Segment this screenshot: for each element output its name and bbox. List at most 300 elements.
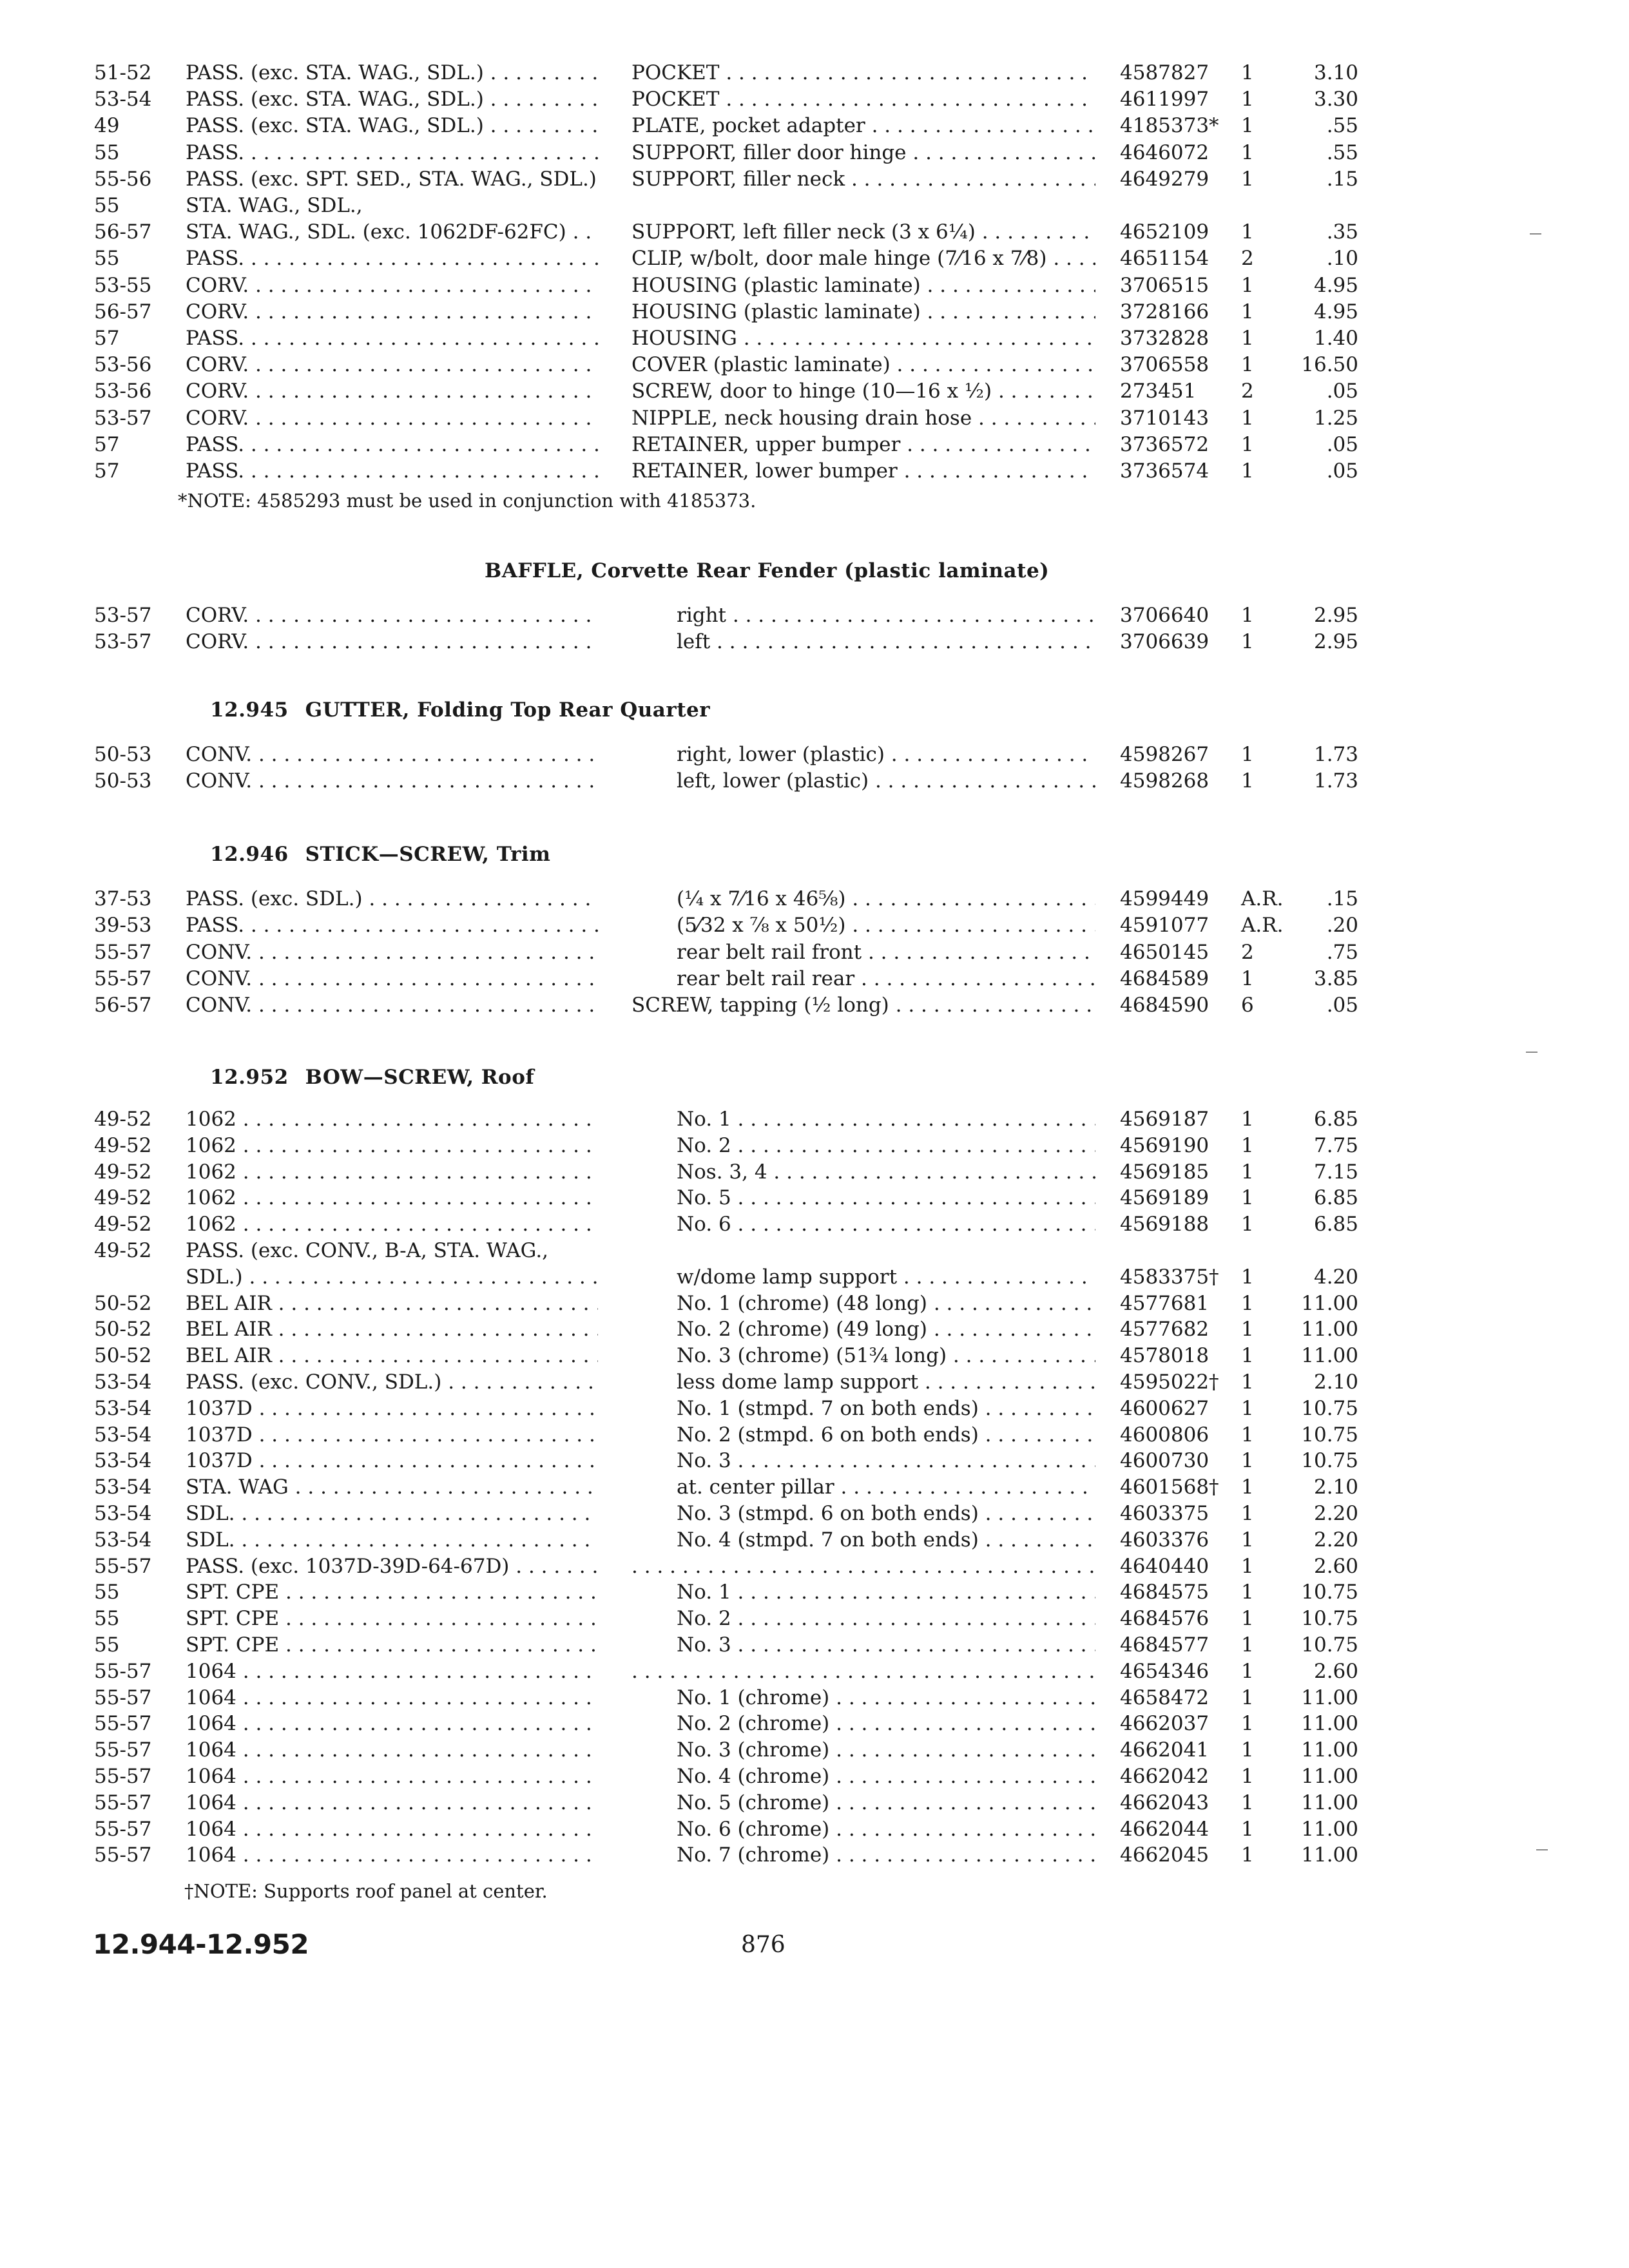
price-cell: 6.85 [1313,1186,1358,1210]
description-cell: No. 1 (chrome) (48 long) . . . [677,1290,1095,1317]
price-cell: 10.75 [1301,1607,1358,1631]
part-number-cell: 4591077 [1120,914,1210,937]
model-year-cell: 55-57 [94,1843,152,1867]
parts-row [0,1763,1629,1790]
model-year-cell: 55-57 [94,1659,152,1683]
price-cell: .05 [1326,994,1358,1017]
quantity-cell: 1 [1241,769,1254,793]
part-number-cell: 3736572 [1120,432,1210,456]
model-cell: STA. WAG., SDL. (exc. 1062DF-62FC) . . . [186,218,598,245]
quantity-cell: 1 [1241,1344,1254,1368]
model-year-cell: 49-52 [94,1239,152,1262]
model-cell: SPT. CPE . . . [186,1631,598,1658]
quantity-cell: 1 [1241,1712,1254,1736]
parts-row [0,431,1629,458]
model-year-cell: 57 [94,432,120,456]
model-cell: SPT. CPE . . . [186,1605,598,1632]
model-cell: PASS. . . . [186,912,598,939]
model-cell: PASS. (exc. STA. WAG., SDL.) . . . [186,59,598,86]
section-title: STICK—SCREW, Trim [305,843,551,866]
description-cell: SCREW, door to hinge (10—16 x ½) . . . [631,378,1095,405]
price-cell: 2.10 [1313,1475,1358,1499]
price-cell: .55 [1326,114,1358,138]
parts-row [0,139,1629,166]
part-number-cell: 4599449 [1120,887,1210,910]
description-cell: No. 5 . . . [677,1184,1095,1211]
quantity-cell: 1 [1241,630,1254,653]
footnote-asterisk: *NOTE: 4585293 must be used in conjunction with 4185373. [178,490,757,512]
price-cell: .10 [1326,247,1358,271]
description-cell: No. 6 (chrome) . . . [677,1816,1095,1843]
model-year-cell: 49-52 [94,1213,152,1236]
part-number-cell: 4662043 [1120,1791,1210,1814]
quantity-cell: 1 [1241,1370,1254,1394]
model-cell: PASS. (exc. SPT. SED., STA. WAG., SDL.) . . . [186,166,598,193]
part-number-cell: 273451 [1120,380,1197,403]
part-number-cell: 4603376 [1120,1528,1210,1552]
part-number-cell: 4569185 [1120,1160,1210,1184]
part-number-cell: 3728166 [1120,300,1210,323]
model-year-cell: 53-54 [94,1528,152,1552]
description-cell: No. 4 (stmpd. 7 on both ends) . . . [677,1526,1095,1553]
model-year-cell: 55-57 [94,1712,152,1736]
model-cell: CONV. . . . [186,992,598,1019]
quantity-cell: 1 [1241,88,1254,111]
parts-row [0,1710,1629,1737]
description-cell: RETAINER, lower bumper . . . [631,457,1095,485]
model-year-cell: 55 [94,1607,120,1631]
quantity-cell: 1 [1241,743,1254,766]
price-cell: .15 [1326,887,1358,910]
model-cell: PASS. (exc. 1037D-39D-64-67D) . . . [186,1553,598,1580]
model-year-cell: 56-57 [94,994,152,1017]
part-number-cell: 3706515 [1120,273,1210,297]
quantity-cell: 1 [1241,459,1254,483]
description-cell: HOUSING (plastic laminate) . . . [631,298,1095,325]
description-cell: No. 1 (chrome) . . . [677,1684,1095,1711]
parts-row [0,1816,1629,1843]
model-cell: PASS. . . . [186,245,598,272]
description-cell: SUPPORT, filler door hinge . . . [631,139,1095,166]
model-year-cell: 49 [94,114,120,138]
part-number-cell: 3710143 [1120,406,1210,430]
parts-row [0,1447,1629,1474]
footer-section-range: 12.944-12.952 [93,1928,309,1960]
price-cell: 4.95 [1313,273,1358,297]
description-cell: No. 5 (chrome) . . . [677,1789,1095,1816]
price-cell: 11.00 [1301,1686,1358,1709]
part-number-cell: 4569190 [1120,1133,1210,1157]
parts-row [0,628,1629,655]
quantity-cell: 1 [1241,1607,1254,1631]
parts-row [0,965,1629,992]
quantity-cell: 1 [1241,1449,1254,1473]
section-heading-stick-screw [210,841,550,867]
model-year-cell: 50-52 [94,1318,152,1341]
description-cell: right, lower (plastic) . . . [677,741,1095,768]
parts-row [0,939,1629,966]
quantity-cell: 2 [1241,380,1254,403]
price-cell: 11.00 [1301,1817,1358,1841]
model-year-cell: 37-53 [94,887,152,910]
model-cell: SDL. . . . [186,1500,598,1527]
quantity-cell: 1 [1241,353,1254,377]
description-cell: COVER (plastic laminate) . . . [631,351,1095,378]
model-cell: CORV. . . . [186,628,598,655]
description-cell: No. 3 (stmpd. 6 on both ends) . . . [677,1500,1095,1527]
part-number-cell: 3706639 [1120,630,1210,653]
quantity-cell: 1 [1241,406,1254,430]
parts-row [0,912,1629,939]
parts-row [0,1106,1629,1133]
description-cell: (¼ x 7⁄16 x 46⅝) . . . [677,885,1095,912]
quantity-cell: 2 [1241,940,1254,964]
model-year-cell: 51-52 [94,61,152,84]
model-year-cell: 55-57 [94,1686,152,1709]
model-cell: 1062 . . . [186,1211,598,1238]
parts-row [0,767,1629,794]
part-number-cell: 4583375† [1120,1265,1219,1289]
price-cell: 6.85 [1313,1108,1358,1131]
model-year-cell: 53-54 [94,1449,152,1473]
part-number-cell: 3732828 [1120,327,1210,350]
part-number-cell: 4185373* [1120,114,1219,138]
model-cell: PASS. (exc. CONV., B-A, STA. WAG., [186,1239,549,1262]
model-year-cell: 53-56 [94,353,152,377]
model-cell: 1062 . . . [186,1184,598,1211]
part-number-cell: 4662044 [1120,1817,1210,1841]
model-year-cell: 55-57 [94,1817,152,1841]
price-cell: 11.00 [1301,1344,1358,1368]
model-cell: STA. WAG., SDL., [186,194,363,217]
description-cell: No. 2 (chrome) . . . [677,1710,1095,1737]
part-number-cell: 4662042 [1120,1765,1210,1788]
description-cell: Nos. 3, 4 . . . [677,1158,1095,1186]
price-cell: 7.75 [1313,1133,1358,1157]
quantity-cell: 1 [1241,1160,1254,1184]
quantity-cell: 1 [1241,1186,1254,1210]
parts-row [0,325,1629,352]
model-year-cell: 57 [94,459,120,483]
model-cell: PASS. . . . [186,431,598,458]
description-cell: POCKET . . . [631,86,1095,113]
price-cell: 10.75 [1301,1449,1358,1473]
price-cell: 4.95 [1313,300,1358,323]
description-cell: RETAINER, upper bumper . . . [631,431,1095,458]
part-number-cell: 3736574 [1120,459,1210,483]
part-number-cell: 4569189 [1120,1186,1210,1210]
model-year-cell: 55-57 [94,966,152,990]
parts-row [0,1526,1629,1553]
quantity-cell: 1 [1241,1554,1254,1578]
model-year-cell: 53-55 [94,273,152,297]
description-cell: left, lower (plastic) . . . [677,767,1095,794]
model-cell: 1064 . . . [186,1658,598,1685]
price-cell: 11.00 [1301,1791,1358,1814]
parts-row [0,1789,1629,1816]
section-title: GUTTER, Folding Top Rear Quarter [305,698,711,722]
part-number-cell: 4651154 [1120,247,1210,271]
price-cell: .20 [1326,914,1358,937]
model-cell: CORV. . . . [186,351,598,378]
model-year-cell: 55 [94,1633,120,1657]
model-year-cell: 49-52 [94,1133,152,1157]
parts-row [0,1474,1629,1501]
price-cell: 1.40 [1313,327,1358,350]
model-cell: CONV. . . . [186,939,598,966]
parts-row [0,457,1629,485]
description-cell: No. 1 . . . [677,1106,1095,1133]
part-number-cell: 4577682 [1120,1318,1210,1341]
model-year-cell: 56-57 [94,300,152,323]
parts-row [0,1369,1629,1396]
price-cell: 3.10 [1313,61,1358,84]
model-cell: 1062 . . . [186,1132,598,1159]
part-number-cell: 4684575 [1120,1581,1210,1604]
part-number-cell: 4646072 [1120,140,1210,164]
model-year-cell: 53-57 [94,406,152,430]
model-cell: CORV. . . . [186,298,598,325]
model-cell: 1064 . . . [186,1816,598,1843]
model-year-cell: 55 [94,247,120,271]
description-cell: SUPPORT, left filler neck (3 x 6¼) . . . [631,218,1095,245]
part-number-cell: 4654346 [1120,1659,1210,1683]
parts-row [0,1736,1629,1763]
model-cell: 1064 . . . [186,1763,598,1790]
quantity-cell: 1 [1241,1213,1254,1236]
parts-row [0,1132,1629,1159]
parts-row [0,1290,1629,1317]
price-cell: .75 [1326,940,1358,964]
parts-row [0,602,1629,629]
model-year-cell: 53-54 [94,88,152,111]
quantity-cell: 1 [1241,1108,1254,1131]
part-number-cell: 4649279 [1120,167,1210,191]
section-heading-baffle [485,558,1049,584]
price-cell: 2.95 [1313,604,1358,627]
parts-row [0,59,1629,86]
description-cell: less dome lamp support . . . [677,1369,1095,1396]
parts-row [0,1184,1629,1211]
description-cell: rear belt rail rear . . . [677,965,1095,992]
parts-row [0,1421,1629,1448]
quantity-cell: 1 [1241,1843,1254,1867]
model-cell: PASS. (exc. STA. WAG., SDL.) . . . [186,112,598,139]
model-cell: 1037D . . . [186,1447,598,1474]
part-number-cell: 4603375 [1120,1502,1210,1525]
description-cell: CLIP, w/bolt, door male hinge (7⁄16 x 7⁄8) . . . [631,245,1095,272]
part-number-cell: 4569188 [1120,1213,1210,1236]
model-year-cell: 53-57 [94,604,152,627]
quantity-cell: 1 [1241,432,1254,456]
price-cell: .05 [1326,459,1358,483]
part-number-cell: 4600806 [1120,1423,1210,1446]
description-cell: No. 2 (chrome) (49 long) . . . [677,1316,1095,1343]
quantity-cell: 1 [1241,327,1254,350]
quantity-cell: 1 [1241,1265,1254,1289]
quantity-cell: 1 [1241,1318,1254,1341]
model-year-cell: 55-56 [94,167,152,191]
part-number-cell: 4652109 [1120,220,1210,244]
quantity-cell: 1 [1241,1686,1254,1709]
parts-row [0,1684,1629,1711]
part-number-cell: 4601568† [1120,1475,1219,1499]
model-year-cell: 55 [94,1581,120,1604]
price-cell: 2.20 [1313,1502,1358,1525]
description-cell: HOUSING . . . [631,325,1095,352]
quantity-cell: 1 [1241,604,1254,627]
price-cell: 2.20 [1313,1528,1358,1552]
description-cell: right . . . [677,602,1095,629]
quantity-cell: 1 [1241,114,1254,138]
price-cell: 10.75 [1301,1581,1358,1604]
model-cell: 1064 . . . [186,1789,598,1816]
price-cell: 10.75 [1301,1423,1358,1446]
section-title: BAFFLE, Corvette Rear Fender (plastic laminate) [485,559,1050,582]
price-cell: .15 [1326,167,1358,191]
description-cell: POCKET . . . [631,59,1095,86]
price-cell: 4.20 [1313,1265,1358,1289]
description-cell: No. 4 (chrome) . . . [677,1763,1095,1790]
part-number-cell: 4600730 [1120,1449,1210,1473]
parts-row [0,1158,1629,1186]
model-cell: CONV. . . . [186,767,598,794]
model-year-cell: 50-53 [94,743,152,766]
parts-row [0,1579,1629,1606]
price-cell: 10.75 [1301,1396,1358,1420]
model-year-cell: 55-57 [94,940,152,964]
part-number-cell: 4684576 [1120,1607,1210,1631]
margin-mark [1526,1052,1537,1053]
price-cell: 3.85 [1313,966,1358,990]
parts-row [0,1553,1629,1580]
description-cell: No. 3 (chrome) . . . [677,1736,1095,1763]
section-title: BOW—SCREW, Roof [305,1066,535,1089]
parts-row [0,192,1629,219]
quantity-cell: A.R. [1241,887,1284,910]
model-year-cell: 49-52 [94,1160,152,1184]
quantity-cell: 1 [1241,1423,1254,1446]
model-year-cell: 56-57 [94,220,152,244]
part-number-cell: 4650145 [1120,940,1210,964]
parts-row [0,272,1629,299]
description-cell: PLATE, pocket adapter . . . [631,112,1095,139]
parts-row [0,885,1629,912]
price-cell: 1.73 [1313,769,1358,793]
description-cell: No. 1 (stmpd. 7 on both ends) . . . [677,1395,1095,1422]
model-year-cell: 53-54 [94,1502,152,1525]
parts-row [0,405,1629,432]
section-heading-gutter [210,697,710,723]
price-cell: 11.00 [1301,1843,1358,1867]
model-cell: BEL AIR . . . [186,1290,598,1317]
parts-row [0,1605,1629,1632]
price-cell: 2.95 [1313,630,1358,653]
section-number: 12.945 [210,698,289,722]
description-cell: (5⁄32 x ⅞ x 50½) . . . [677,912,1095,939]
model-year-cell: 53-54 [94,1423,152,1446]
quantity-cell: 1 [1241,61,1254,84]
parts-row [0,298,1629,325]
part-number-cell: 4662037 [1120,1712,1210,1736]
model-cell: BEL AIR . . . [186,1342,598,1369]
part-number-cell: 4577681 [1120,1291,1210,1315]
part-number-cell: 4684590 [1120,994,1210,1017]
model-cell: 1037D . . . [186,1421,598,1448]
model-cell: PASS. (exc. STA. WAG., SDL.) . . . [186,86,598,113]
model-cell: 1062 . . . [186,1158,598,1186]
part-number-cell: 4595022† [1120,1370,1219,1394]
model-cell: SDL. . . . [186,1526,598,1553]
model-cell: 1064 . . . [186,1841,598,1869]
model-cell: 1064 . . . [186,1710,598,1737]
quantity-cell: 1 [1241,1765,1254,1788]
price-cell: 2.60 [1313,1554,1358,1578]
part-number-cell: 4598268 [1120,769,1210,793]
parts-row [0,741,1629,768]
part-number-cell: 3706640 [1120,604,1210,627]
quantity-cell: 1 [1241,1475,1254,1499]
footnote-dagger: †NOTE: Supports roof panel at center. [184,1880,548,1902]
description-cell: w/dome lamp support . . . [677,1264,1095,1291]
model-cell: SPT. CPE . . . [186,1579,598,1606]
price-cell: 7.15 [1313,1160,1358,1184]
parts-row [0,1631,1629,1658]
model-cell: PASS. . . . [186,139,598,166]
quantity-cell: 1 [1241,167,1254,191]
parts-row [0,1500,1629,1527]
price-cell: .55 [1326,140,1358,164]
model-cell: PASS. (exc. SDL.) . . . [186,885,598,912]
model-year-cell: 53-54 [94,1396,152,1420]
page-number: 876 [741,1932,786,1958]
quantity-cell: 1 [1241,1528,1254,1552]
model-cell: PASS. . . . [186,457,598,485]
quantity-cell: A.R. [1241,914,1284,937]
model-cell: STA. WAG . . . [186,1474,598,1501]
description-cell: SCREW, tapping (½ long) . . . [631,992,1095,1019]
part-number-cell: 4611997 [1120,88,1210,111]
model-cell: 1064 . . . [186,1684,598,1711]
parts-row [0,378,1629,405]
quantity-cell: 1 [1241,1633,1254,1657]
model-cell: CORV. . . . [186,602,598,629]
quantity-cell: 6 [1241,994,1254,1017]
quantity-cell: 1 [1241,1817,1254,1841]
model-year-cell: 53-54 [94,1475,152,1499]
model-cell: CORV. . . . [186,378,598,405]
description-cell: rear belt rail front . . . [677,939,1095,966]
model-cell: 1037D . . . [186,1395,598,1422]
model-year-cell: 50-53 [94,769,152,793]
model-cell: CORV. . . . [186,272,598,299]
model-year-cell: 55-57 [94,1738,152,1762]
section-number: 12.946 [210,843,289,866]
part-number-cell: 4684589 [1120,966,1210,990]
model-year-cell: 50-52 [94,1291,152,1315]
description-cell: SUPPORT, filler neck . . . [631,166,1095,193]
price-cell: 2.10 [1313,1370,1358,1394]
model-year-cell: 53-56 [94,380,152,403]
parts-row [0,218,1629,245]
quantity-cell: 1 [1241,220,1254,244]
model-year-cell: 55-57 [94,1791,152,1814]
parts-row [0,1316,1629,1343]
price-cell: 2.60 [1313,1659,1358,1683]
model-year-cell: 55-57 [94,1765,152,1788]
model-cell: 1064 . . . [186,1736,598,1763]
parts-row [0,1264,1629,1291]
